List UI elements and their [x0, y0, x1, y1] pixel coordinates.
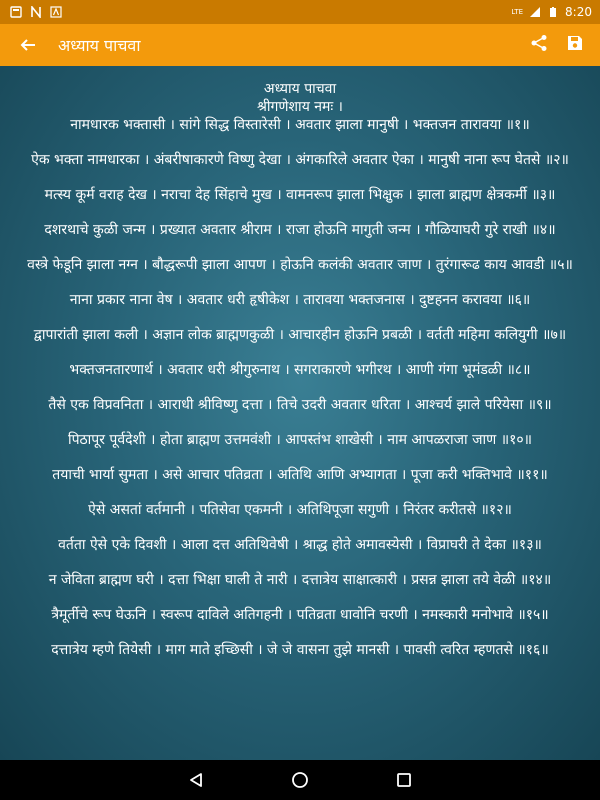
verse-4: दशरथाचे कुळी जन्म । प्रख्यात अवतार श्रीराम । राजा होऊनि मागुती जन्म । गौळियाघरी गुरे राखी ॥४॥: [44, 222, 556, 238]
verse-12: ऐसे असतां वर्तमानी । पतिसेवा एकमनी । अतिथिपूजा सगुणी । निरंतर करीतसे ॥१२॥: [88, 502, 512, 518]
verse-15: त्रैमूर्तीचे रूप घेऊनि । स्वरूप दाविले अतिगहनी । पतिव्रता धावोनि चरणी । नमस्कारी मनोभावे ॥१५॥: [51, 607, 549, 623]
chapter-heading: [0, 66, 600, 116]
back-button[interactable]: [8, 24, 48, 66]
share-button[interactable]: [530, 34, 548, 56]
chapter-title: अध्याय पाचवा: [263, 81, 337, 97]
verse-9: तैसे एक विप्रवनिता । आराधी श्रीविष्णु दत्ता । तिचे उदरी अवतार धरिता । आश्चर्य झाले परियेसा ॥९॥: [48, 397, 552, 413]
back-triangle-icon: [188, 772, 204, 788]
system-icons: [511, 5, 600, 19]
chapter-content[interactable]: [0, 66, 600, 760]
share-icon: [530, 34, 548, 52]
network-type: LTE: [511, 8, 524, 16]
clock: 8:20: [565, 5, 592, 19]
signal-icon: [529, 6, 541, 18]
home-circle-icon: [291, 771, 309, 789]
back-arrow-icon: [19, 36, 37, 54]
verse-7: द्वापारांती झाला कली । अज्ञान लोक ब्राह्मणकुळी । आचारहीन होऊनि प्रबळी । वर्तती महिमा कलियुगी ॥७॥: [33, 327, 567, 343]
notification-icon: [10, 6, 22, 18]
nav-back-button[interactable]: [184, 768, 208, 792]
verse-5: वस्त्रे फेडूनि झाला नग्न । बौद्धरूपी झाला आपण । होऊनि कलंकी अवतार जाण । तुरंगारूढ काय आवडी ॥५॥: [27, 257, 573, 273]
notification-icons: [0, 6, 62, 18]
battery-icon: [547, 6, 559, 18]
app-n-icon: [30, 6, 42, 18]
verse-6: नाना प्रकार नाना वेष । अवतार धरी हृषीकेश । तारावया भक्तजनास । दुष्टहनन करावया ॥६॥: [69, 292, 531, 308]
app-a-icon: [50, 6, 62, 18]
verse-10: पिठापूर पूर्वदेशी । होता ब्राह्मण उत्तमवंशी । आपस्तंभ शाखेसी । नाम आपळराजा जाण ॥१०॥: [67, 432, 533, 448]
app-bar: [0, 24, 600, 66]
nav-home-button[interactable]: [288, 768, 312, 792]
verse-13: वर्तता ऐसे एके दिवशी । आला दत्त अतिथिवेषी । श्राद्ध होते अमावस्येसी । विप्राघरी ते देका ॥१३॥: [58, 537, 542, 553]
navigation-bar: [0, 760, 600, 800]
verse-11: तयाची भार्या सुमता । असे आचार पतिव्रता । अतिथि आणि अभ्यागता । पूजा करी भक्तिभावे ॥११॥: [52, 467, 548, 483]
verse-16: दत्तात्रेय म्हणे तियेसी । माग माते इच्छिसी । जे जे वासना तुझे मानसी । पावसी त्वरित म्हणतसे ॥१६॥: [51, 642, 549, 658]
recents-square-icon: [396, 772, 412, 788]
save-button[interactable]: [566, 34, 584, 56]
verse-list: [0, 116, 600, 659]
save-icon: [566, 34, 584, 52]
verse-14: न जेविता ब्राह्मण घरी । दत्ता भिक्षा घाली ते नारी । दत्तात्रेय साक्षात्कारी । प्रसन्न झाला तये वेळी ॥१४॥: [48, 572, 552, 588]
nav-recents-button[interactable]: [392, 768, 416, 792]
verse-8: भक्तजनतारणार्थ । अवतार धरी श्रीगुरुनाथ । सगराकारणे भगीरथ । आणी गंगा भूमंडळी ॥८॥: [69, 362, 531, 378]
verse-3: मत्स्य कूर्म वराह देख । नराचा देह सिंहाचे मुख । वामनरूप झाला भिक्षुक । झाला ब्राह्मण क्षेत्रकर्मी ॥३॥: [44, 187, 556, 203]
verse-2: ऐक भक्ता नामधारका । अंबरीषाकारणे विष्णु देखा । अंगकारिले अवतार ऐका । मानुषी नाना रूप घेतसे ॥२॥: [31, 152, 569, 168]
page-title: अध्याय पाचवा: [58, 36, 141, 55]
invocation-line: श्रीगणेशाय नमः ।: [257, 99, 343, 115]
verse-1: नामधारक भक्तासी । सांगे सिद्ध विस्तारेसी । अवतार झाला मानुषी । भक्तजन तारावया ॥१॥: [70, 117, 530, 133]
status-bar: [0, 0, 600, 24]
